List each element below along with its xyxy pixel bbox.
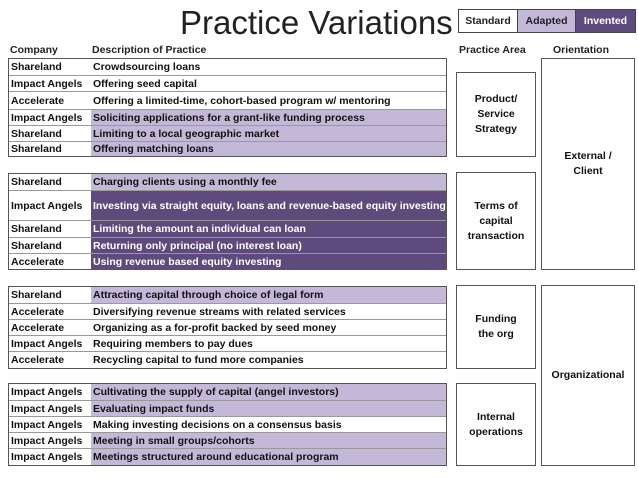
- table-row: [9, 190, 446, 220]
- description-cell: Cultivating the supply of capital (angel investors): [91, 384, 446, 400]
- page-title: Practice Variations: [180, 4, 453, 41]
- practice-group-funding: [8, 286, 447, 369]
- company-cell: Impact Angels: [9, 384, 91, 400]
- company-cell: Accelerate: [9, 352, 91, 368]
- company-cell: Impact Angels: [9, 76, 91, 91]
- table-row: [9, 319, 446, 335]
- description-cell: Offering seed capital: [91, 76, 446, 91]
- company-cell: Accelerate: [9, 304, 91, 319]
- company-cell: Shareland: [9, 126, 91, 141]
- description-cell: Offering matching loans: [91, 142, 446, 156]
- table-row: [9, 448, 446, 465]
- company-cell: Accelerate: [9, 254, 91, 269]
- description-cell: Returning only principal (no interest loan): [91, 238, 446, 253]
- legend-standard: Standard: [459, 10, 518, 32]
- practice-group-terms: [8, 173, 447, 270]
- company-cell: Shareland: [9, 142, 91, 156]
- company-cell: Impact Angels: [9, 401, 91, 416]
- table-row: [9, 59, 446, 75]
- legend-invented: Invented: [576, 10, 635, 32]
- description-cell: Attracting capital through choice of legal form: [91, 287, 446, 303]
- description-cell: Soliciting applications for a grant-like funding process: [91, 110, 446, 125]
- table-row: [9, 174, 446, 190]
- table-row: [9, 91, 446, 109]
- table-row: [9, 416, 446, 432]
- table-row: [9, 75, 446, 91]
- company-cell: Impact Angels: [9, 191, 91, 220]
- orientation-external-client: External / Client: [541, 58, 635, 270]
- header-practice-area: Practice Area: [459, 44, 526, 56]
- company-cell: Impact Angels: [9, 336, 91, 351]
- company-cell: Shareland: [9, 174, 91, 190]
- table-row: [9, 432, 446, 448]
- practice-group-product: [8, 58, 447, 157]
- description-cell: Investing via straight equity, loans and revenue-based equity investing: [91, 191, 446, 220]
- description-cell: Meeting in small groups/cohorts: [91, 433, 446, 448]
- company-cell: Accelerate: [9, 320, 91, 335]
- description-cell: Using revenue based equity investing: [91, 254, 446, 269]
- description-cell: Organizing as a for-profit backed by seed money: [91, 320, 446, 335]
- description-cell: Requiring members to pay dues: [91, 336, 446, 351]
- description-cell: Offering a limited-time, cohort-based program w/ mentoring: [91, 92, 446, 109]
- description-cell: Crowdsourcing loans: [91, 59, 446, 75]
- practice-area-funding: Funding the org: [456, 285, 536, 369]
- legend-adapted: Adapted: [518, 10, 576, 32]
- practice-area-terms: Terms of capital transaction: [456, 172, 536, 270]
- company-cell: Accelerate: [9, 92, 91, 109]
- description-cell: Limiting the amount an individual can loan: [91, 221, 446, 237]
- description-cell: Making investing decisions on a consensus basis: [91, 417, 446, 432]
- legend: [458, 9, 636, 33]
- company-cell: Shareland: [9, 287, 91, 303]
- orientation-organizational: Organizational: [541, 285, 635, 466]
- company-cell: Impact Angels: [9, 449, 91, 465]
- description-cell: Evaluating impact funds: [91, 401, 446, 416]
- practice-group-internal: [8, 383, 447, 466]
- header-orientation: Orientation: [553, 44, 610, 56]
- description-cell: Charging clients using a monthly fee: [91, 174, 446, 190]
- description-cell: Diversifying revenue streams with related services: [91, 304, 446, 319]
- table-row: [9, 253, 446, 269]
- table-row: [9, 351, 446, 368]
- company-cell: Shareland: [9, 221, 91, 237]
- table-row: [9, 287, 446, 303]
- table-row: [9, 335, 446, 351]
- description-cell: Limiting to a local geographic market: [91, 126, 446, 141]
- header-company: Company: [10, 44, 58, 56]
- table-row: [9, 384, 446, 400]
- table-row: [9, 400, 446, 416]
- table-row: [9, 109, 446, 125]
- table-row: [9, 237, 446, 253]
- company-cell: Impact Angels: [9, 417, 91, 432]
- table-row: [9, 125, 446, 141]
- practice-area-product: Product/ Service Strategy: [456, 72, 536, 157]
- header-description: Description of Practice: [92, 44, 207, 56]
- description-cell: Recycling capital to fund more companies: [91, 352, 446, 368]
- description-cell: Meetings structured around educational program: [91, 449, 446, 465]
- company-cell: Shareland: [9, 238, 91, 253]
- company-cell: Impact Angels: [9, 433, 91, 448]
- table-row: [9, 141, 446, 156]
- table-row: [9, 303, 446, 319]
- practice-area-internal: Internal operations: [456, 383, 536, 466]
- company-cell: Impact Angels: [9, 110, 91, 125]
- company-cell: Shareland: [9, 59, 91, 75]
- table-row: [9, 220, 446, 237]
